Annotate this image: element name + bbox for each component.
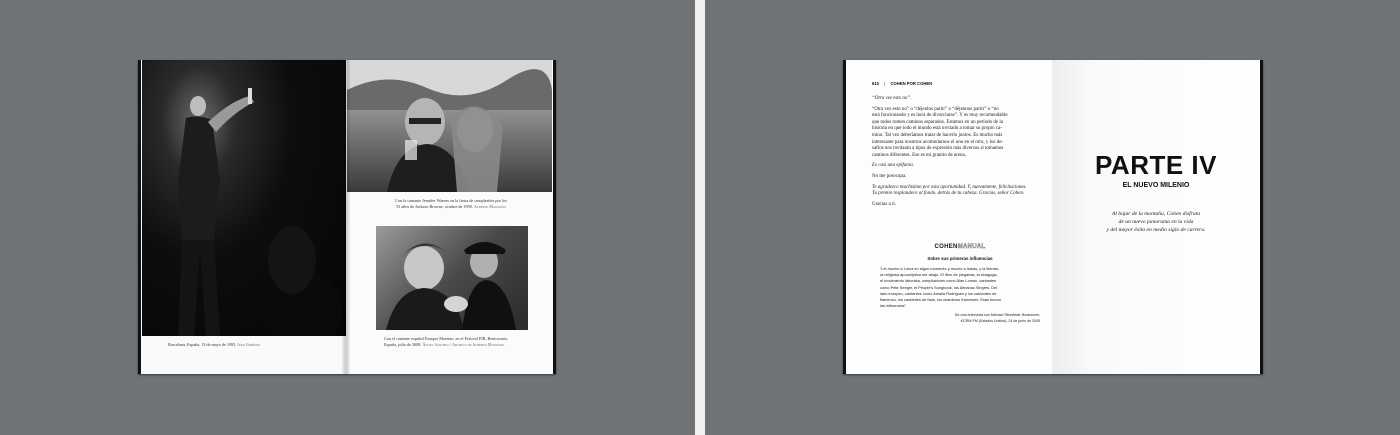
part-subtitle: EL NUEVO MILENIO <box>1122 182 1190 189</box>
warnes-caption-line-2-wrap <box>346 204 556 210</box>
sidebar-source-line-2: KCRW-FM (Estados Unidos), 24 de junio de 2005 <box>960 319 1040 324</box>
body-line: Te agradezco muchísimo por esta oportunidad. Y, nuevamente, felicitaciones. <box>872 184 1027 190</box>
left-page <box>138 60 346 374</box>
body-line: No me preocupa. <box>872 173 907 179</box>
part-description-line-3: y del mayor éxito en medio siglo de carrera. <box>1106 227 1206 233</box>
morente-caption <box>384 336 554 348</box>
sidebar-quote-line: flamenco, los cantantes de fado, los chanteurs franceses. Esas fueron <box>880 297 1002 303</box>
warnes-caption-credit: Alberto Manzano <box>473 204 506 209</box>
warnes-caption <box>346 198 556 210</box>
morente-photo <box>376 226 528 330</box>
morente-caption-line-1: Con el cantante español Enrique Morente, en el Festival FIB, Benicassim, <box>384 336 508 341</box>
morente-caption-line-2-wrap <box>384 342 554 348</box>
part-description <box>1052 210 1260 234</box>
body-line: “Otra vez esto no”. <box>872 96 912 101</box>
page-edge-right-2 <box>1260 60 1263 374</box>
morente-photo-figures <box>376 226 528 330</box>
sidebar-quote-line: ra religiosa apocalíptica me atrajo. El libro de plegarias, la sinagoga, <box>880 272 998 278</box>
left-book-spread <box>138 60 556 374</box>
warnes-caption-line-1: Con la cantante Jennifer Warnes en la fiesta de cumpleaños por los <box>395 198 507 203</box>
header-separator: | <box>884 81 886 86</box>
concert-caption <box>168 342 338 348</box>
sidebar-quote-line: “Lei mucho a Lorca en algún momento y mucho a Isaías, y la literatu- <box>880 266 1000 271</box>
morente-caption-line-2: España, julio de 2008. <box>384 342 422 347</box>
body-text <box>872 96 1048 208</box>
body-line: Gracias a ti. <box>872 201 897 207</box>
left-spread-right-page <box>346 60 556 374</box>
sidebar-source <box>872 313 1048 324</box>
sidebar-source-line-1: De una entrevista con Michael Silverblatt, Bookworm, <box>954 313 1040 318</box>
body-line: historia en que todo el mundo está invitado a tomar su propio ca- <box>872 126 1002 132</box>
page-number: 610 <box>872 81 879 86</box>
part-description-line-2: de un nuevo panorama en la vida <box>1118 219 1194 225</box>
sidebar-quote-line: lado europeo, cantantes como Amalia Rodrigues y los cantantes de <box>880 290 997 296</box>
body-line: mino. Tal vez deberíamos tratar de hacerlo juntos. Es mucho más <box>872 132 1003 138</box>
sidebar-logo-b: MANUAL <box>957 244 986 250</box>
warnes-photo-figures <box>347 60 552 192</box>
page-edge <box>138 60 141 374</box>
sidebar-logo-a: COHEN <box>934 244 958 250</box>
body-line: que todos tomen caminos separados. Estamos en un período de la <box>872 119 1003 125</box>
warnes-caption-line-2: 53 años de Jackson Browne, octubre de 1990. <box>396 204 473 209</box>
body-line: interesante para nosotros acomodarnos el uno en el otro, y los de- <box>872 139 1004 145</box>
part-title: PARTE IV <box>1095 150 1217 180</box>
sidebar-box <box>872 244 1048 325</box>
body-line: está funcionando y es hora de divorciarse”. Y es muy recomendable <box>872 113 1008 119</box>
body-line: Es casi una epifanía. <box>872 163 914 169</box>
morente-caption-credit: Ángel Sánchez / Archivo de Alberto Manzano <box>422 342 505 347</box>
right-book-spread <box>843 60 1263 374</box>
body-line: Tu premio resplandece al fondo, detrás de tu cabeza. Gracias, señor Cohen. <box>872 191 1025 197</box>
concert-photo <box>142 60 346 336</box>
sidebar-quote <box>872 266 1048 309</box>
sidebar-logo <box>872 244 1048 250</box>
sidebar-quote-line: el movimiento laborista, compiladores como Alan Lomax, cantantes <box>880 278 997 284</box>
sidebar-quote-line: como Pete Seeger, el People's Songbook, los Almanac Singers. Del <box>880 284 998 290</box>
body-line: safíos nos invitarán a tipos de expresión más diversos si tomamos <box>872 146 1004 152</box>
concert-caption-text: Barcelona, España, 13 de mayo de 1993. <box>168 342 237 347</box>
part-opener-page <box>1052 60 1260 374</box>
text-page <box>846 60 1052 374</box>
page-edge-right <box>553 60 556 374</box>
singer-silhouette <box>142 60 346 336</box>
sidebar-quote-line: las influencias”. <box>880 303 907 309</box>
body-line: caminos diferentes. Ese es mi granito de arena. <box>872 152 966 158</box>
book-gutter <box>342 60 350 374</box>
warnes-photo <box>347 60 552 192</box>
body-line: “Otra vez esto no” o “déjenlos partir” o “déjennos partir” o “no <box>872 106 999 112</box>
sidebar-title: Sobre sus primeras influencias <box>927 256 993 261</box>
running-header <box>872 81 932 86</box>
running-head: COHEN POR COHEN <box>890 81 933 86</box>
part-description-line-1: Al bajar de la montaña, Cohen disfruta <box>1111 211 1201 217</box>
concert-caption-credit: Ivan Giménez <box>237 342 261 347</box>
panel-divider <box>695 0 705 435</box>
